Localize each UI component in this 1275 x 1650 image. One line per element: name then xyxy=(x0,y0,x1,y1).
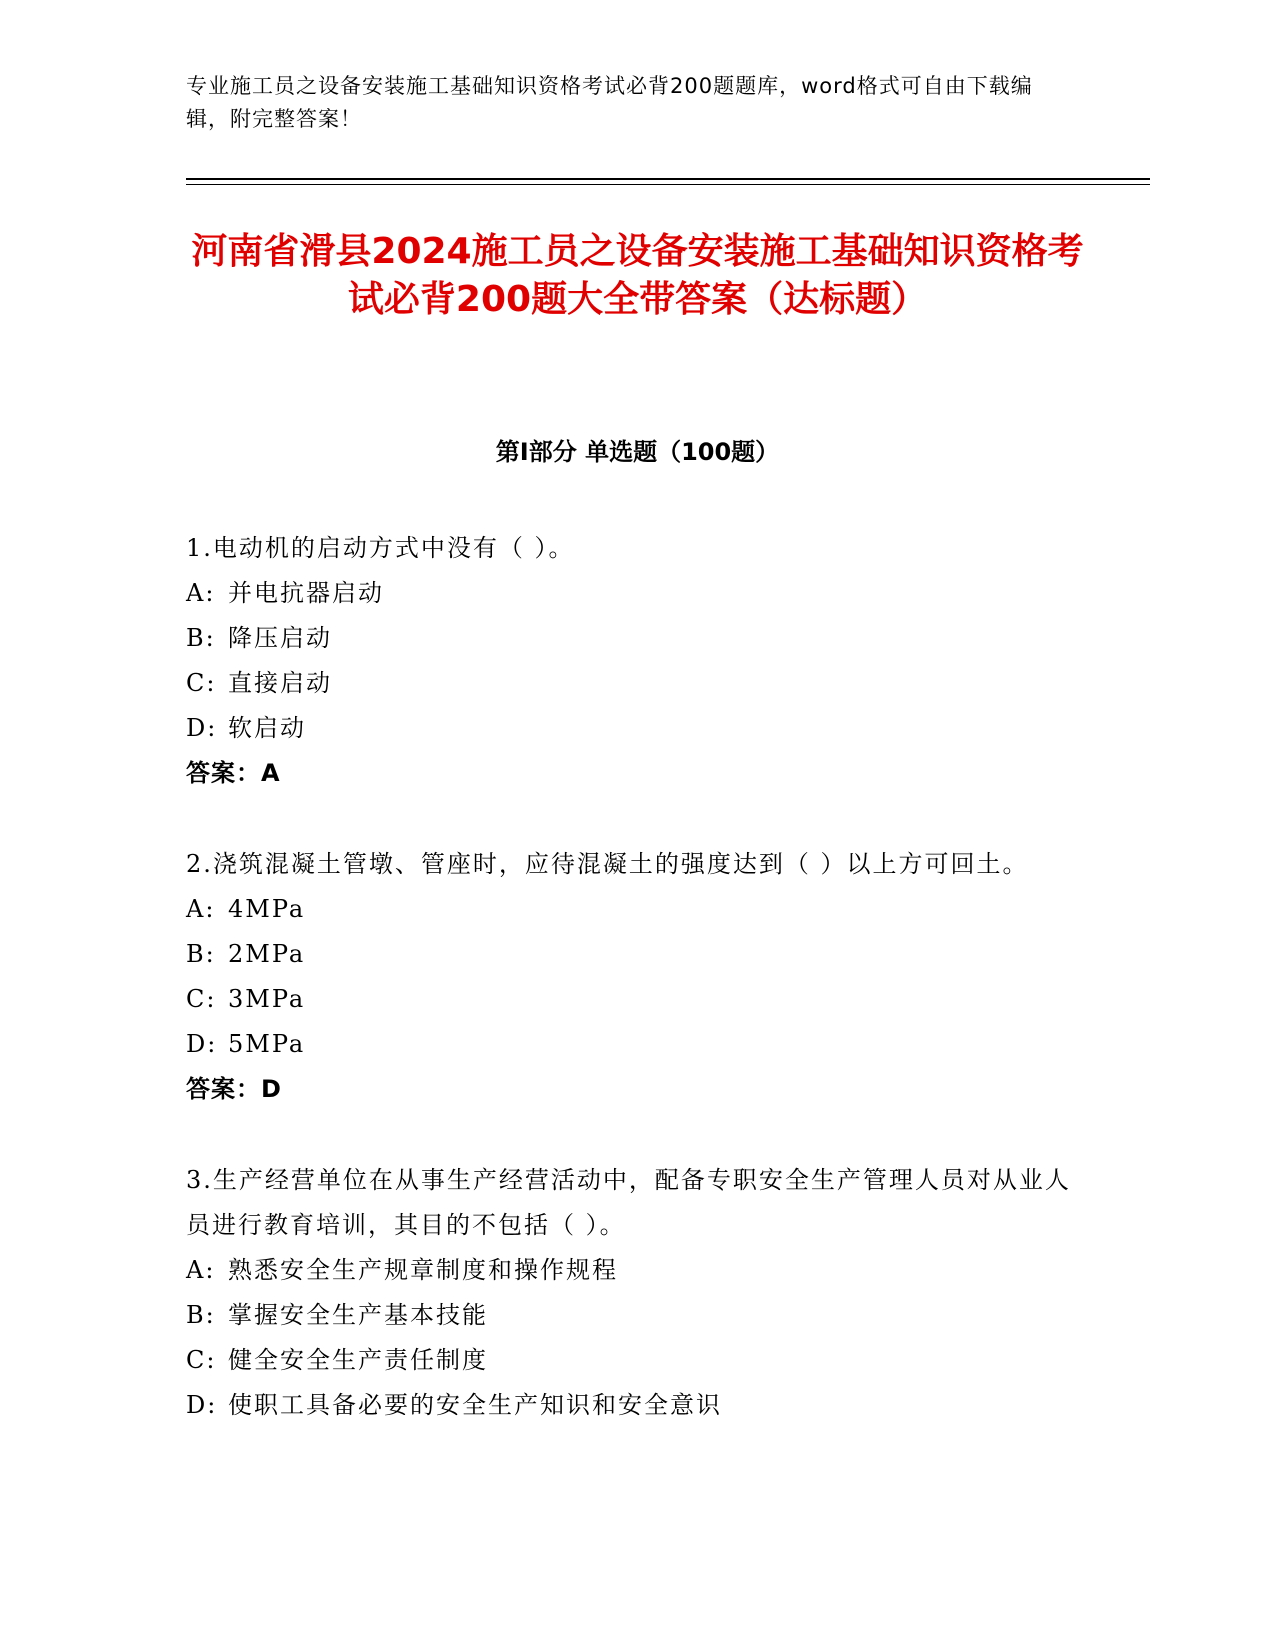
option-letter: A: xyxy=(186,895,216,923)
question-1 xyxy=(186,526,1071,796)
question-stem: 3.生产经营单位在从事生产经营活动中，配备专职安全生产管理人员对从业人员进行教育培训，其目的不包括（ ）。 xyxy=(186,1166,1071,1239)
option-a xyxy=(186,887,1071,932)
option-text: 5MPa xyxy=(228,1030,306,1058)
option-text: 2MPa xyxy=(228,940,306,968)
header-divider xyxy=(186,178,1150,180)
option-a xyxy=(186,1248,1071,1293)
option-letter: B: xyxy=(186,1301,216,1329)
option-text: 健全安全生产责任制度 xyxy=(228,1346,488,1374)
option-text: 降压启动 xyxy=(228,624,332,652)
option-c xyxy=(186,1338,1071,1383)
option-c xyxy=(186,977,1071,1022)
option-b xyxy=(186,616,1071,661)
option-text: 并电抗器启动 xyxy=(228,579,384,607)
question-stem: 1.电动机的启动方式中没有（ ）。 xyxy=(186,534,575,562)
option-c xyxy=(186,661,1071,706)
option-text: 直接启动 xyxy=(228,669,332,697)
option-letter: C: xyxy=(186,669,217,697)
question-2 xyxy=(186,842,1071,1112)
option-text: 4MPa xyxy=(228,895,306,923)
option-letter: B: xyxy=(186,624,216,652)
option-d xyxy=(186,1022,1071,1067)
option-letter: A: xyxy=(186,579,216,607)
option-letter: C: xyxy=(186,985,217,1013)
option-b xyxy=(186,932,1071,977)
option-letter: C: xyxy=(186,1346,217,1374)
section-title: 第I部分 单选题（100题） xyxy=(495,438,780,466)
header-note: 专业施工员之设备安装施工基础知识资格考试必背200题题库，word格式可自由下载编辑，附完整答案！ xyxy=(186,74,1033,131)
question-stem: 2.浇筑混凝土管墩、管座时，应待混凝土的强度达到（ ）以上方可回土。 xyxy=(186,850,1029,878)
document-title: 河南省滑县2024施工员之设备安装施工基础知识资格考试必背200题大全带答案（达标题） xyxy=(191,231,1084,320)
option-text: 掌握安全生产基本技能 xyxy=(228,1301,488,1329)
option-letter: D: xyxy=(186,1391,218,1419)
option-text: 软启动 xyxy=(228,714,306,742)
option-d xyxy=(186,706,1071,751)
header-divider-thin xyxy=(186,184,1150,185)
option-d xyxy=(186,1383,1071,1428)
option-a xyxy=(186,571,1071,616)
answer: 答案：A xyxy=(186,759,281,787)
option-b xyxy=(186,1293,1071,1338)
option-letter: D: xyxy=(186,714,218,742)
option-text: 3MPa xyxy=(228,985,306,1013)
option-letter: B: xyxy=(186,940,216,968)
option-text: 熟悉安全生产规章制度和操作规程 xyxy=(228,1256,618,1284)
answer: 答案：D xyxy=(186,1075,282,1103)
option-text: 使职工具备必要的安全生产知识和安全意识 xyxy=(228,1391,722,1419)
option-letter: A: xyxy=(186,1256,216,1284)
question-3 xyxy=(186,1158,1071,1428)
option-letter: D: xyxy=(186,1030,218,1058)
question-list xyxy=(186,526,1071,1474)
